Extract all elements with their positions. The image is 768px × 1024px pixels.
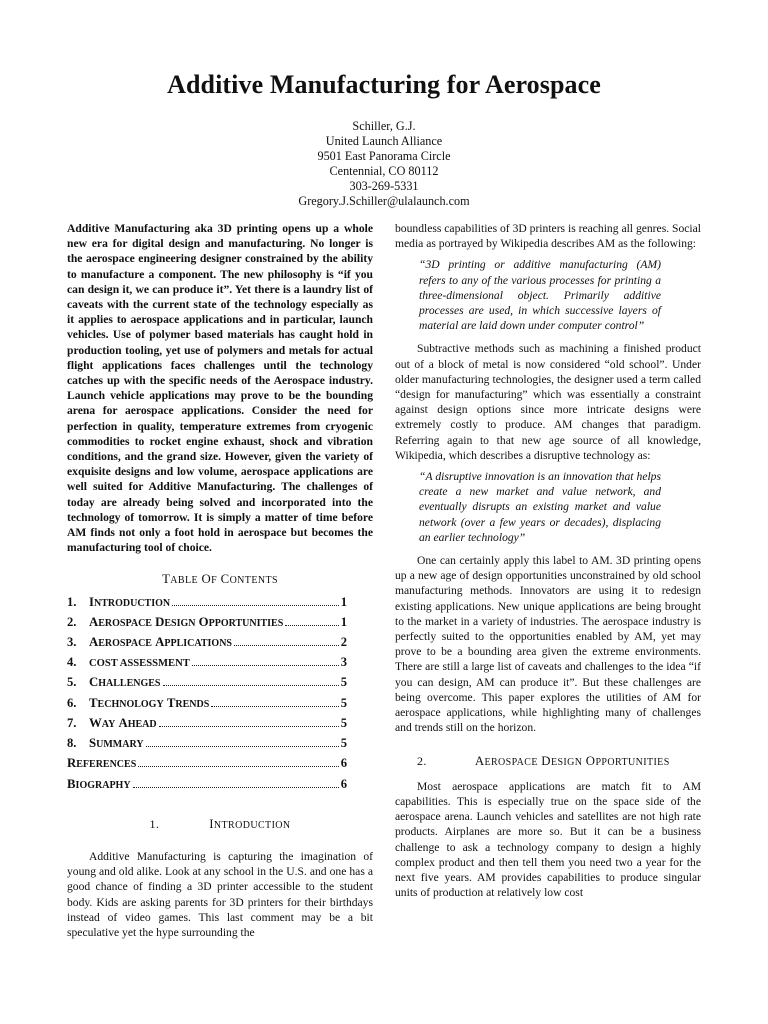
toc-entry[interactable] (67, 694, 373, 714)
section-1-number: 1. (149, 816, 160, 831)
toc-leader-dots (163, 685, 339, 686)
toc-leader-dots (192, 665, 339, 666)
toc-leader-dots (211, 706, 338, 707)
author-phone: 303-269-5331 (349, 179, 419, 193)
wikipedia-quote-disruptive: “A disruptive innovation is an innovation that helps create a new market and value network, and eventually disrupts an existing market and value network (over a few years or decades), displacing an earlier technology” (419, 470, 661, 544)
toc-entry-page: 5 (340, 736, 347, 751)
toc-leader-dots (146, 746, 339, 747)
toc-entry-number: 4. (67, 655, 77, 670)
section-2-paragraph-1: Most aerospace applications are match fit to AM capabilities. This is especially true on the space side of the aerospace arena. Launch vehicles and satellites are not high rate products. Airplanes are more so. But it can be a business challenge to ask a technology company to design a highly complex product and then tell them you need two a year for the next five years. AM provides capabilities to produce singular units of production at relatively low cost (395, 779, 701, 900)
toc-entry-page: 5 (340, 675, 347, 690)
toc-entry-number: 3. (67, 635, 77, 650)
toc-entry-label: COST ASSESSMENT (89, 658, 190, 670)
table-of-contents (67, 593, 373, 795)
toc-entry-page: 5 (340, 695, 347, 710)
toc-entry-label: REFERENCES (67, 756, 137, 771)
author-city: Centennial, CO 80112 (329, 164, 439, 178)
toc-entry-page: 1 (340, 614, 347, 629)
toc-entry-number: 5. (67, 675, 77, 690)
section-1-heading (67, 817, 373, 833)
toc-entry[interactable] (67, 754, 373, 774)
toc-leader-dots (172, 605, 339, 606)
section-1-paragraph-1-continued: boundless capabilities of 3D printers is reaching all genres. Social media as portrayed by Wikipedia describes AM as the following: (395, 222, 701, 251)
section-2-number: 2. (417, 753, 427, 768)
author-street: 9501 East Panorama Circle (317, 149, 451, 163)
toc-entry-page: 5 (340, 715, 347, 730)
paper-title: Additive Manufacturing for Aerospace (167, 70, 601, 99)
author-block (0, 119, 768, 209)
toc-entry-number: 7. (67, 715, 77, 730)
toc-heading: TABLE OF CONTENTS (162, 572, 278, 587)
toc-entry-label: WAY AHEAD (89, 715, 157, 730)
author-name: Schiller, G.J. (352, 119, 416, 133)
wikipedia-quote-am: “3D printing or additive manufacturing (AM) refers to any of the various processes for printing a three-dimensional object. Primarily additive processes are used, in which successive layers of material are laid down under computer control” (419, 258, 661, 333)
section-1-paragraph-2: Subtractive methods such as machining a finished product out of a block of metal is now considered “old school”. Under older manufacturing technologies, the designer used a term called “design for manufacturing” which was essentially a constraint against design options since more intricate designs were extremely costly to produce. AM changes that paradigm. Referring again to that new age source of all knowledge, Wikipedia, which describes a disruptive technology as: (395, 342, 701, 462)
toc-entry[interactable] (67, 673, 373, 693)
toc-entry-number: 1. (67, 594, 77, 609)
toc-leader-dots (285, 625, 338, 626)
toc-entry[interactable] (67, 734, 373, 754)
toc-entry-number: 6. (67, 695, 77, 710)
toc-entry-label: CHALLENGES (89, 675, 161, 690)
toc-entry-label: SUMMARY (89, 736, 144, 751)
toc-entry-page: 6 (340, 756, 347, 771)
toc-entry-page: 3 (340, 655, 347, 670)
toc-entry-page: 6 (340, 776, 347, 791)
toc-entry-page: 1 (340, 594, 347, 609)
toc-leader-dots (159, 726, 339, 727)
section-1-paragraph-3: One can certainly apply this label to AM. 3D printing opens up a new age of design opportunities unconstrained by old school manufacturing methods. Innovators are using it to redesign existing applications. New unique applications are being brought to the market in a variety of industries. The aerospace industry is perfectly suited to the opportunities enabled by AM, yet may prove to be a bounding area given the extreme environments. There are still a large list of caveats and challenges to the idea “if you can design, AM can produce it”. But these challenges are being overcome. This paper explores the utilities of AM for aerospace applications, while highlighting many of challenges and trends still on the horizon. (395, 554, 701, 735)
toc-entry-number: 8. (67, 736, 77, 751)
abstract: Additive Manufacturing aka 3D printing opens up a whole new era for digital design and manufacturing. No longer is the aerospace engineering designer constrained by the ability to manufacture a component. The new philosophy is “if you can design it, we can produce it”. Yet there is a laundry list of caveats with the current state of the technology especially as it applies to aerospace applications and in particular, launch vehicles. Use of polymer based materials has caught hold in production tooling, yet use of polymers and metals for actual flight applications faces challenges until the technology catches up with the specific needs of the Aerospace industry. Launch vehicle applications may prove to be the bounding arena for aerospace applications. Consider the need for perfection in quality, temperature extremes from cryogenic commodities to rocket engine exhaust, shock and vibration conditions, and the grand size. However, given the variety of exquisite designs and low volume, aerospace applications are well suited for Additive Manufacturing. The challenges of today are already being solved and incorporated into the technology of tomorrow. It is simply a matter of time before AM finds not only a foot hold in aerospace but becomes the manufacturing tool of choice. (67, 222, 373, 555)
right-column (395, 221, 701, 900)
toc-entry-label: AEROSPACE DESIGN OPPORTUNITIES (89, 614, 284, 629)
toc-entry-label: BIOGRAPHY (67, 776, 131, 791)
toc-entry-page: 2 (340, 635, 347, 650)
toc-entry-number: 2. (67, 614, 77, 629)
left-column (67, 221, 373, 940)
toc-leader-dots (133, 787, 339, 788)
toc-entry[interactable] (67, 653, 373, 673)
toc-leader-dots (234, 645, 339, 646)
toc-entry-label: AEROSPACE APPLICATIONS (89, 635, 232, 650)
toc-entry[interactable] (67, 775, 373, 795)
section-1-title: INTRODUCTION (209, 816, 291, 831)
toc-entry-label: TECHNOLOGY TRENDS (89, 695, 210, 710)
author-email[interactable]: Gregory.J.Schiller@ulalaunch.com (298, 194, 470, 208)
section-2-title: AEROSPACE DESIGN OPPORTUNITIES (474, 753, 670, 768)
toc-entry[interactable] (67, 593, 373, 613)
author-organization: United Launch Alliance (325, 134, 443, 148)
section-2-heading (395, 754, 701, 770)
toc-entry[interactable] (67, 633, 373, 653)
toc-entry-label: INTRODUCTION (89, 594, 171, 609)
section-1-paragraph-1: Additive Manufacturing is capturing the imagination of young and old alike. Look at any school in the U.S. and one has a good chance of finding a 3D printer accessible to the student body. Kids are asking parents for 3D printers for their birthdays instead of video games. This last comment may be a bit speculative yet the hype surrounding the (67, 849, 373, 939)
toc-leader-dots (138, 766, 338, 767)
toc-entry[interactable] (67, 613, 373, 633)
toc-entry[interactable] (67, 714, 373, 734)
